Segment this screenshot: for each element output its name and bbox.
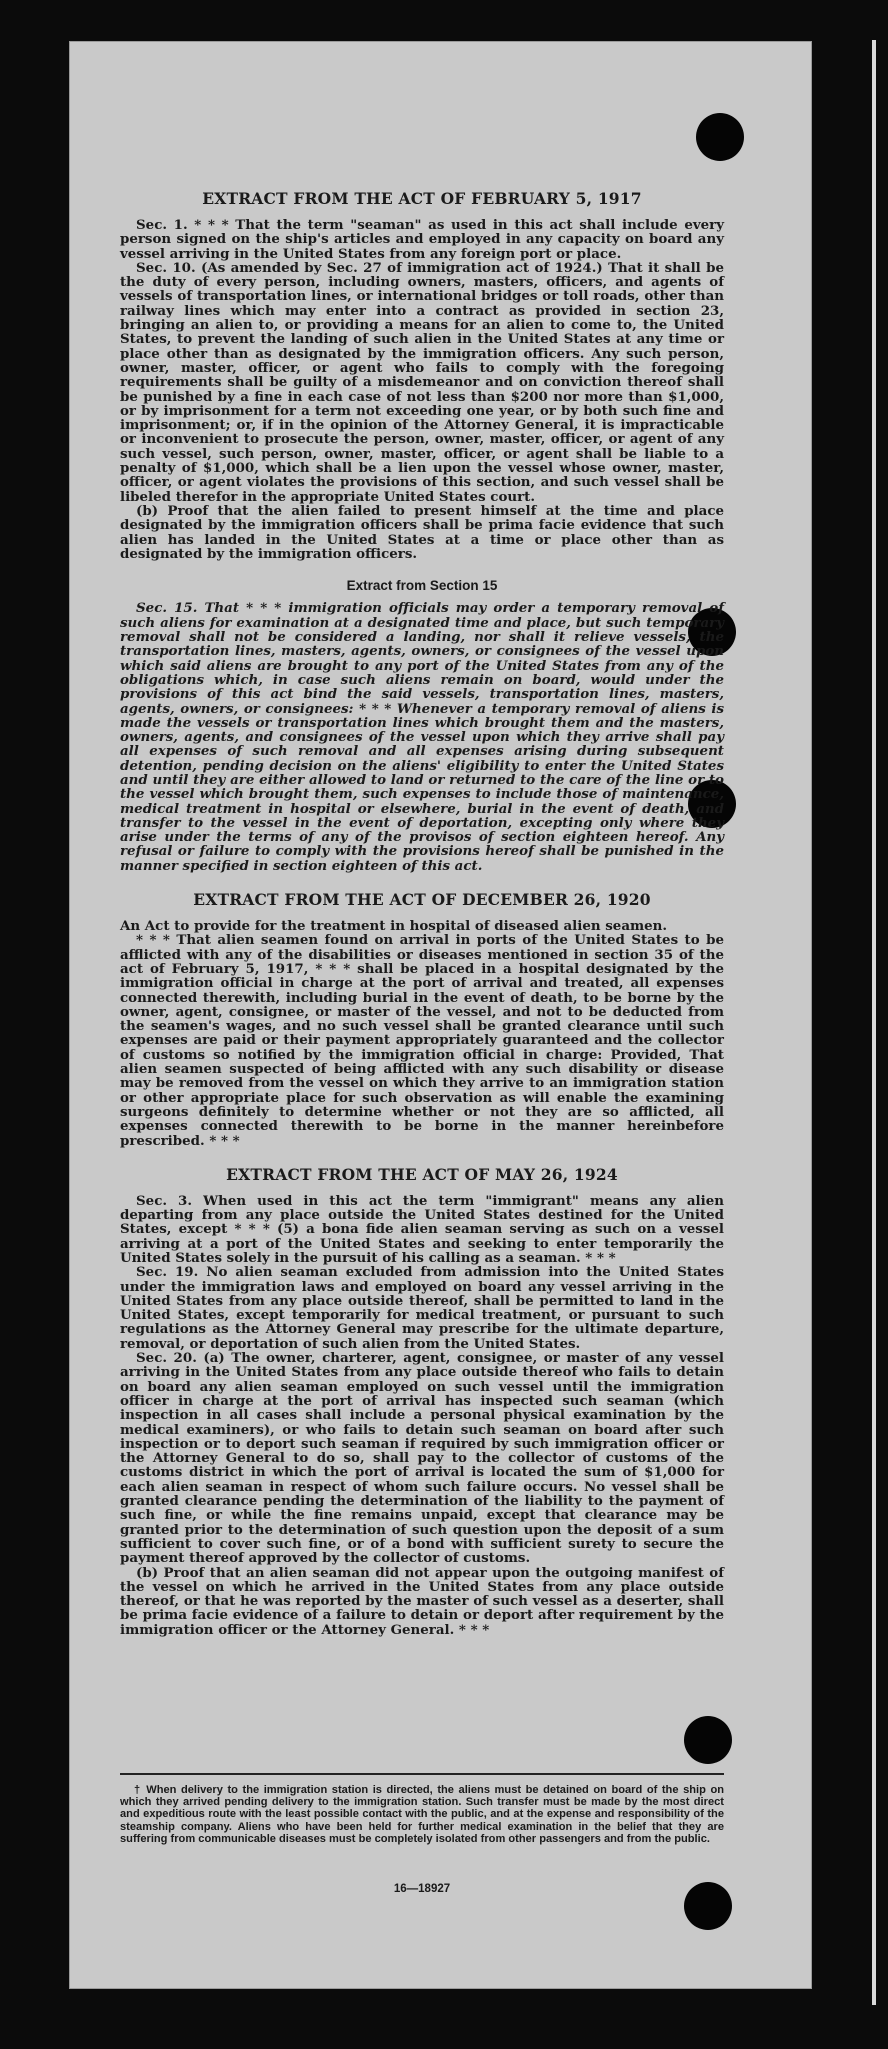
paragraph: Sec. 1. * * * That the term "seaman" as used in this act shall include every person signed on the ship's articles and employed in any capacity on board any vessel arriving in the United States from any foreign port or place. xyxy=(120,217,724,262)
scan-edge xyxy=(872,40,876,2005)
paragraph: (b) Proof that the alien failed to present himself at the time and place designated by the immigration officers shall be prima facie evidence that such alien has landed in the United States at a time or place other than as designated by the immigration officers. xyxy=(120,502,724,562)
paragraph: Sec. 10. (As amended by Sec. 27 of immigration act of 1924.) That it shall be the duty of every person, including owners, masters, officers, and agents of vessels of transportation lines, or international bridges or toll roads, other than railway lines which may enter into a contract as provided in section 23, bringing an alien to, or providing a means for an alien to come to, the United States, to prevent the landing of such alien in the United States at any time or place other than as designated by the immigration officers. Any such person, owner, master, officer, or agent who fails to comply with the foregoing requirements shall be guilty of a misdemeanor and on conviction thereof shall be punished by a fine in each case of not less than $200 nor more than $1,000, or by imprisonment for a term not exceeding one year, or by both such fine and imprisonment; or, if in the opinion of the Attorney General, it is impracticable or inconvenient to prosecute the person, owner, master, officer, or agent of any such vessel, such person, owner, master, officer, or agent shall be liable to a penalty of $1,000, which shall be a lien upon the vessel whose owner, master, officer, or agent violates the provisions of this section, and such vessel shall be libeled therefor in the appropriate United States court. xyxy=(120,259,724,505)
form-number: 16—18927 xyxy=(393,1883,451,1895)
act-1920-extract xyxy=(120,891,724,1148)
footnote-text: † When delivery to the immigration station is directed, the aliens must be detained on board of the ship on which they arrived pending delivery to the immigration station. Such transfer must be made by the most direct and expeditious route with the least possible contact with the public, and at the expense and responsibility of the steamship company. Aliens who have been held for further medical examination in the belief that they are suffering from communicable diseases must be completely isolated from other passengers and from the public. xyxy=(120,1784,724,1845)
footnote-divider xyxy=(120,1773,724,1775)
subsection-heading: Extract from Section 15 xyxy=(346,578,498,594)
paragraph: Sec. 20. (a) The owner, charterer, agent, consignee, or master of any vessel arriving in the United States from any place outside thereof who fails to detain on board any alien seaman employed on such vessel until the immigration officer in charge at the port of arrival has inspected such seaman (which inspection in all cases shall include a personal physical examination by the medical examiners), or who fails to detain such seaman on board after such inspection or to deport such seaman if required by such immigration officer or the Attorney General to do so, shall pay to the collector of customs of the customs district in which the port of arrival is located the sum of $1,000 for each alien seaman in respect of whom such failure occurs. No vessel shall be granted clearance pending the determination of the liability to the payment of such fine, or while the fine remains unpaid, except that clearance may be granted prior to the determination of such question upon the deposit of a sum sufficient to cover such fine, or of a bond with sufficient surety to secure the payment thereof approved by the collector of customs. xyxy=(120,1350,724,1567)
paragraph: Sec. 3. When used in this act the term "immigrant" means any alien departing from any place outside the United States destined for the United States, except * * * (5) a bona fide alien seaman serving as such on a vessel arriving at a port of the United States and seeking to enter temporarily the United States solely in the pursuit of his calling as a seaman. * * * xyxy=(120,1192,724,1266)
act-1917-extract xyxy=(120,190,724,561)
paragraph: (b) Proof that an alien seaman did not appear upon the outgoing manifest of the vessel on which he arrived in the United States from any place outside thereof, or that he was reported by the master of such vessel as a deserter, shall be prima facie evidence of a failure to detain or deport after requirement by the immigration officer or the Attorney General. * * * xyxy=(120,1564,724,1638)
section-heading: EXTRACT FROM THE ACT OF DECEMBER 26, 1920 xyxy=(193,890,651,910)
section-15-extract xyxy=(120,579,724,873)
act-1924-extract xyxy=(120,1166,724,1637)
paragraph: Sec. 15. That * * * immigration officials may order a temporary removal of such aliens for examination at a designated time and place, but such temporary removal shall not be considered a landing, nor shall it relieve vessels, the transportation lines, masters, agents, owners, or consignees of the vessel upon which said aliens are brought to any port of the United States from any of the obligations which, in case such aliens remain on board, would under the provisions of this act bind the said vessels, transportation lines, masters, agents, owners, or consignees: * * * Whenever a temporary removal of aliens is made the vessels or transportation lines which brought them and the masters, owners, agents, and consignees of the vessel upon which they arrive shall pay all expenses of such removal and all expenses arising during subsequent detention, pending decision on the aliens' eligibility to enter the United States and until they are either allowed to land or returned to the care of the line or to the vessel which brought them, such expenses to include those of maintenance, medical treatment in hospital or elsewhere, burial in the event of death, and transfer to the vessel in the event of deportation, excepting only where they arise under the terms of any of the provisos of section eighteen hereof. Any refusal or failure to comply with the provisions hereof shall be punished in the manner specified in section eighteen of this act. xyxy=(120,600,724,874)
paragraph: Sec. 19. No alien seaman excluded from admission into the United States under the immigration laws and employed on board any vessel arriving in the United States from any place outside thereof, shall be permitted to land in the United States, except temporarily for medical treatment, or pursuant to such regulations as the Attorney General may prescribe for the ultimate departure, removal, or deportation of such alien from the United States. xyxy=(120,1264,724,1352)
section-heading: EXTRACT FROM THE ACT OF MAY 26, 1924 xyxy=(226,1164,618,1184)
footnote xyxy=(120,1784,724,1845)
punch-hole xyxy=(696,113,744,161)
paragraph: An Act to provide for the treatment in hospital of diseased alien seamen. xyxy=(120,918,668,935)
document-body xyxy=(120,190,724,1655)
paragraph: * * * That alien seamen found on arrival in ports of the United States to be afflicted with any of the disabilities or diseases mentioned in section 35 of the act of February 5, 1917, * * * shall be placed in a hospital designated by the immigration official in charge at the port of arrival and treated, all expenses connected therewith, including burial in the event of death, to be borne by the owner, agent, consignee, or master of the vessel, and not to be deducted from the seamen's wages, and no such vessel shall be granted clearance until such expenses are paid or their payment appropriately guaranteed and the collector of customs so notified by the immigration official in charge: Provided, That alien seamen suspected of being afflicted with any such disability or disease may be removed from the vessel on which they arrive to an immigration station or other appropriate place for such observation as will enable the examining surgeons definitely to determine whether or not they are so afflicted, all expenses connected therewith to be borne in the manner hereinbefore prescribed. * * * xyxy=(120,932,724,1149)
punch-hole xyxy=(684,1716,732,1764)
section-heading: EXTRACT FROM THE ACT OF FEBRUARY 5, 1917 xyxy=(202,189,642,208)
